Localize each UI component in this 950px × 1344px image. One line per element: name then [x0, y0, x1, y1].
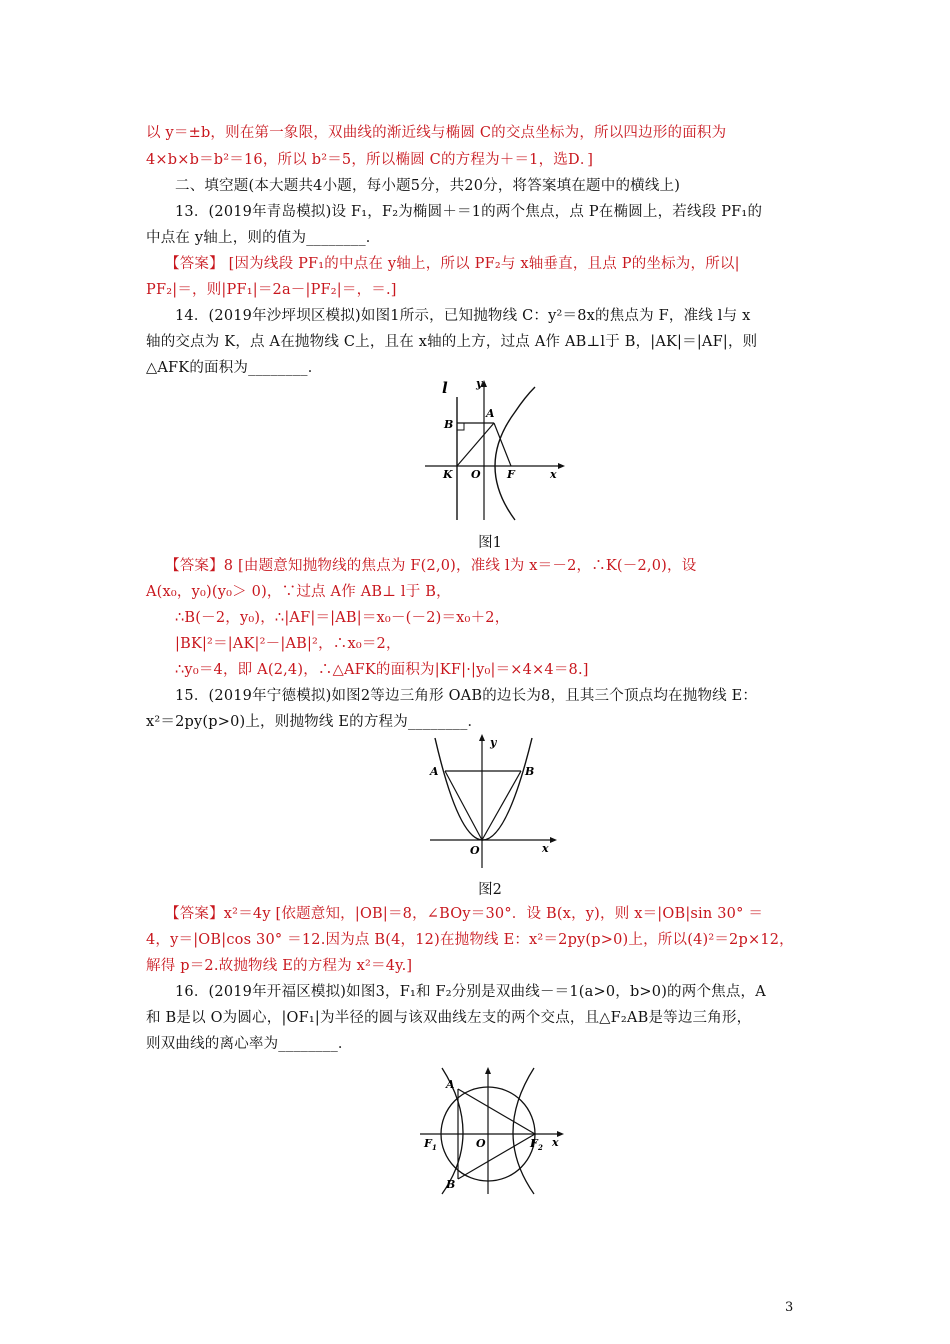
label-B: B: [444, 418, 454, 431]
label-A: A: [430, 765, 439, 778]
label-K: K: [443, 468, 453, 481]
label-F1: F: [424, 1137, 432, 1150]
figure-2-caption: 图2: [478, 882, 502, 898]
label-A: A: [446, 1078, 455, 1091]
text-line: ∴B(－2，y₀)，∴|AF|＝|AB|＝x₀－(－2)＝x₀＋2，: [175, 610, 510, 626]
label-x: x: [552, 1136, 559, 1149]
text-line: PF₂|＝，则|PF₁|＝2a－|PF₂|＝，＝.]: [146, 282, 397, 298]
text-line: A(x₀，y₀)(y₀＞ 0)，∵过点 A作 AB⊥ l于 B，: [146, 584, 451, 600]
label-B: B: [525, 765, 535, 778]
text-line: 4×b×b＝b²＝16，所以 b²＝5，所以椭圆 C的方程为＋＝1，选D．]: [146, 152, 594, 168]
label-B: B: [446, 1178, 456, 1191]
text-line: ∴y₀＝4，即 A(2,4)，∴△AFK的面积为|KF|·|y₀|＝×4×4＝8.]: [175, 662, 589, 678]
text-line: 轴的交点为 K，点 A在抛物线 C上，且在 x轴的上方，过点 A作 AB⊥l于 B，|AK|＝|AF|，则: [146, 334, 758, 350]
question-13: 13．(2019年青岛模拟)设 F₁，F₂为椭圆＋＝1的两个焦点，点 P在椭圆上，若线段 PF₁的: [175, 204, 763, 220]
text-line: 和 B是以 O为圆心，|OF₁|为半径的圆与该双曲线左支的两个交点，且△F₂AB是等边三角形，: [146, 1010, 752, 1026]
section-heading: 二、填空题(本大题共4小题，每小题5分，共20分，将答案填在题中的横线上): [175, 178, 681, 194]
text-line: 则双曲线的离心率为________．: [146, 1036, 353, 1052]
answer-15: 【答案】x²＝4y [依题意知，|OB|＝8，∠BOy＝30°．设 B(x，y)，则 x＝|OB|sin 30° ＝: [165, 906, 764, 922]
figure-2-triangle-parabola: [420, 728, 560, 873]
label-x: x: [542, 842, 549, 855]
text-line: 解得 p＝2.故抛物线 E的方程为 x²＝4y.]: [146, 958, 413, 974]
label-l: l: [442, 379, 448, 397]
label-y: y: [476, 377, 483, 390]
label-O: O: [476, 1137, 486, 1150]
page-number: 3: [785, 1300, 794, 1315]
label-O: O: [470, 844, 480, 857]
text-line: 中点在 y轴上，则的值为________．: [146, 230, 381, 246]
label-y: y: [490, 736, 497, 749]
label-F2-subscript: 2: [538, 1143, 543, 1152]
label-O: O: [471, 468, 481, 481]
text-line: 4，y＝|OB|cos 30° ＝12.因为点 B(4，12)在抛物线 E：x²＝2py(p>0)上，所以(4)²＝2p×12，: [146, 932, 794, 948]
figure-3-hyperbola-circle: [412, 1064, 568, 1196]
text-line: 以 y＝±b，则在第一象限，双曲线的渐近线与椭圆 C的交点坐标为，所以四边形的面积为: [146, 125, 727, 141]
label-F2: F: [530, 1137, 538, 1150]
question-14: 14．(2019年沙坪坝区模拟)如图1所示，已知抛物线 C：y²＝8x的焦点为 F，准线 l与 x: [175, 308, 751, 324]
answer-13: 【答案】 [因为线段 PF₁的中点在 y轴上，所以 PF₂与 x轴垂直，且点 P的坐标为，所以|: [165, 256, 740, 272]
label-F: F: [507, 468, 515, 481]
label-F1-subscript: 1: [432, 1143, 437, 1152]
text-line: △AFK的面积为________．: [146, 360, 323, 376]
figure-1-caption: 图1: [478, 535, 502, 551]
answer-14: 【答案】8 [由题意知抛物线的焦点为 F(2,0)，准线 l为 x＝－2，∴K(－2,0)，设: [165, 558, 697, 574]
text-line: x²＝2py(p>0)上，则抛物线 E的方程为________．: [146, 714, 483, 730]
text-line: |BK|²＝|AK|²－|AB|²，∴x₀＝2，: [175, 636, 401, 652]
question-15: 15．(2019年宁德模拟)如图2等边三角形 OAB的边长为8，且其三个顶点均在抛物线 E：: [175, 688, 758, 704]
question-16: 16．(2019年开福区模拟)如图3，F₁和 F₂分别是双曲线－＝1(a>0，b>0)的两个焦点，A: [175, 984, 766, 1000]
figure-1-parabola: [420, 375, 570, 525]
label-A: A: [486, 407, 495, 420]
label-x: x: [550, 468, 557, 481]
